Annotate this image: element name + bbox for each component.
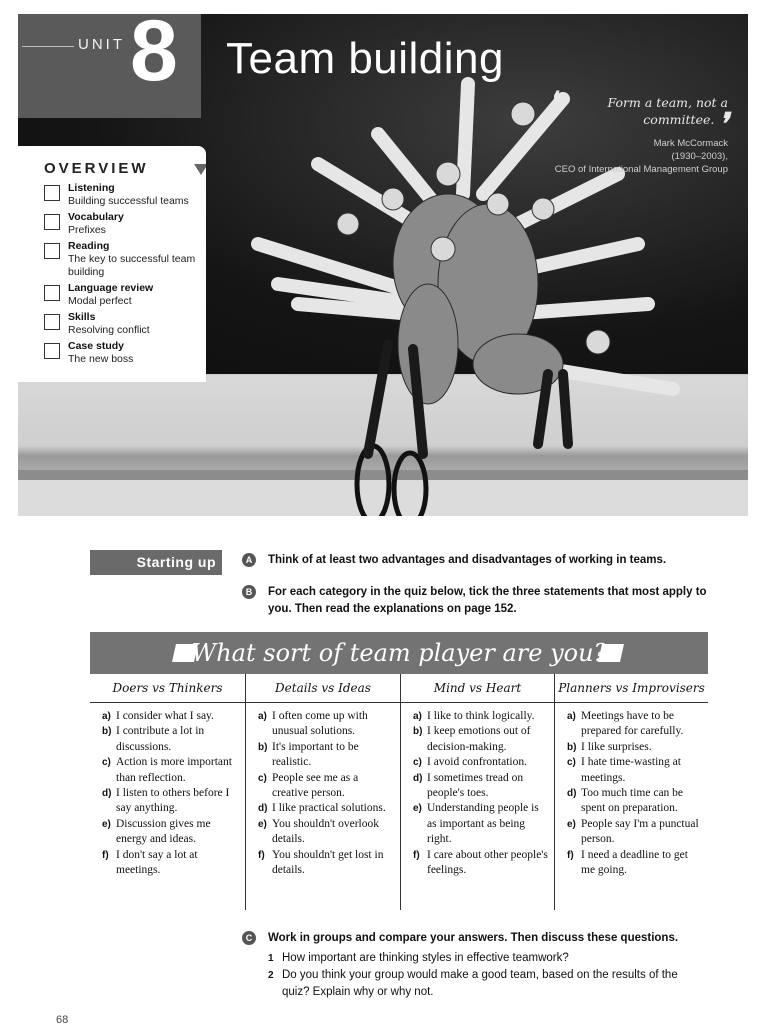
quote-author: Mark McCormack — [653, 138, 728, 149]
quiz-statement[interactable]: a) I like to think logically. — [413, 710, 535, 722]
quiz-statement[interactable]: a) I consider what I say. — [102, 710, 214, 722]
task-c — [242, 930, 722, 947]
quiz-statement[interactable]: b) I keep emotions out of decision-making. — [413, 725, 531, 753]
unit-block — [18, 14, 201, 118]
quiz-statement[interactable]: b) It's important to be realistic. — [258, 740, 359, 769]
checkbox[interactable] — [44, 185, 60, 201]
unit-number: 8 — [130, 14, 178, 99]
quiz-title: What sort of team player are you? — [191, 639, 607, 667]
quiz-statement[interactable]: c) Action is more important than reflection. — [102, 756, 232, 784]
unit-label: UNIT — [78, 36, 125, 53]
checkbox[interactable] — [44, 314, 60, 330]
task-b — [242, 584, 712, 618]
overview-item[interactable]: Vocabulary Prefixes — [44, 211, 204, 237]
quiz-statement[interactable]: c) I avoid confrontation. — [413, 756, 527, 769]
task-c-text: Work in groups and compare your answers. Then discuss these questions. — [268, 932, 679, 944]
question-item: 2 Do you think your group would make a good team, based on the results of the quiz? Explain why or why not. — [268, 969, 678, 998]
quiz-statement[interactable]: f) You shouldn't get lost in details. — [258, 848, 384, 877]
quiz-column — [555, 674, 708, 910]
quiz-statement[interactable]: e) Discussion gives me energy and ideas. — [102, 817, 211, 846]
quiz-statement[interactable]: e) You shouldn't overlook details. — [258, 817, 379, 846]
checkbox[interactable] — [44, 343, 60, 359]
quiz-statement[interactable]: b) I contribute a lot in discussions. — [102, 725, 205, 753]
quiz-column — [246, 674, 401, 910]
quiz-statement[interactable]: d) I like practical solutions. — [258, 802, 386, 815]
quiz-statement[interactable]: f) I don't say a lot at meetings. — [102, 848, 198, 877]
page-title: Team building — [226, 34, 504, 83]
task-a-text: Think of at least two advantages and disadvantages of working in teams. — [268, 554, 667, 566]
task-c-badge: C — [242, 931, 256, 945]
question-item: 1 How important are thinking styles in effective teamwork? — [268, 952, 569, 964]
quiz-statement[interactable]: d) I sometimes tread on people's toes. — [413, 771, 524, 800]
quiz-statement[interactable]: c) I hate time-wasting at meetings. — [567, 756, 681, 784]
discussion-questions — [268, 950, 708, 1001]
quiz-column-heading: Planners vs Improvisers — [555, 674, 708, 703]
quiz-statement[interactable]: d) I listen to others before I say anything. — [102, 787, 230, 815]
overview-item[interactable]: Language review Modal perfect — [44, 282, 204, 308]
overview-item[interactable]: Listening Building successful teams — [44, 182, 204, 208]
quiz-column-heading: Mind vs Heart — [401, 674, 554, 703]
starting-up-label: Starting up — [90, 550, 222, 575]
quiz-column — [401, 674, 555, 910]
quote-text: Form a team, not a committee. — [607, 95, 728, 127]
task-a — [242, 552, 722, 569]
overview-item[interactable]: Case study The new boss — [44, 340, 204, 366]
close-quote-mark: ❜ — [718, 107, 728, 142]
quiz-statement[interactable]: e) People say I'm a punctual person. — [567, 817, 699, 846]
quiz-statement[interactable]: d) Too much time can be spent on preparation. — [567, 787, 684, 815]
checkbox[interactable] — [44, 285, 60, 301]
quiz-statement[interactable]: f) I need a deadline to get me going. — [567, 848, 688, 877]
overview-item[interactable]: Reading The key to successful team building — [44, 240, 204, 279]
page-number: 68 — [56, 1014, 69, 1026]
quiz-statement[interactable]: c) People see me as a creative person. — [258, 771, 359, 800]
checkbox[interactable] — [44, 214, 60, 230]
overview-box — [18, 146, 206, 382]
overview-list — [44, 182, 204, 369]
task-b-text: For each category in the quiz below, tick the three statements that most apply to you. Then read the explanations on page 152. — [268, 586, 707, 615]
quiz-column-heading: Doers vs Thinkers — [90, 674, 245, 703]
overview-item[interactable]: Skills Resolving conflict — [44, 311, 204, 337]
quote-block — [538, 86, 728, 176]
quiz-statement[interactable]: e) Understanding people is as important as being right. — [413, 802, 539, 846]
quiz-columns — [90, 674, 708, 910]
checkbox[interactable] — [44, 243, 60, 259]
open-quote-mark: ❛ — [552, 86, 562, 121]
triangle-down-icon — [194, 164, 206, 175]
task-a-badge: A — [242, 553, 256, 567]
overview-title: OVERVIEW — [44, 160, 149, 177]
team-player-quiz — [90, 632, 708, 910]
quiz-statement[interactable]: f) I care about other people's feelings. — [413, 848, 548, 877]
quote-role: CEO of International Management Group — [554, 164, 728, 175]
task-b-badge: B — [242, 585, 256, 599]
quote-years: (1930–2003), — [671, 151, 728, 162]
quiz-column — [90, 674, 246, 910]
unit-rule — [22, 46, 74, 47]
quiz-column-heading: Details vs Ideas — [246, 674, 400, 703]
quiz-statement[interactable]: a) Meetings have to be prepared for carefully. — [567, 710, 684, 738]
quiz-statement[interactable]: b) I like surprises. — [567, 740, 652, 753]
quiz-statement[interactable]: a) I often come up with unusual solutions. — [258, 710, 368, 738]
